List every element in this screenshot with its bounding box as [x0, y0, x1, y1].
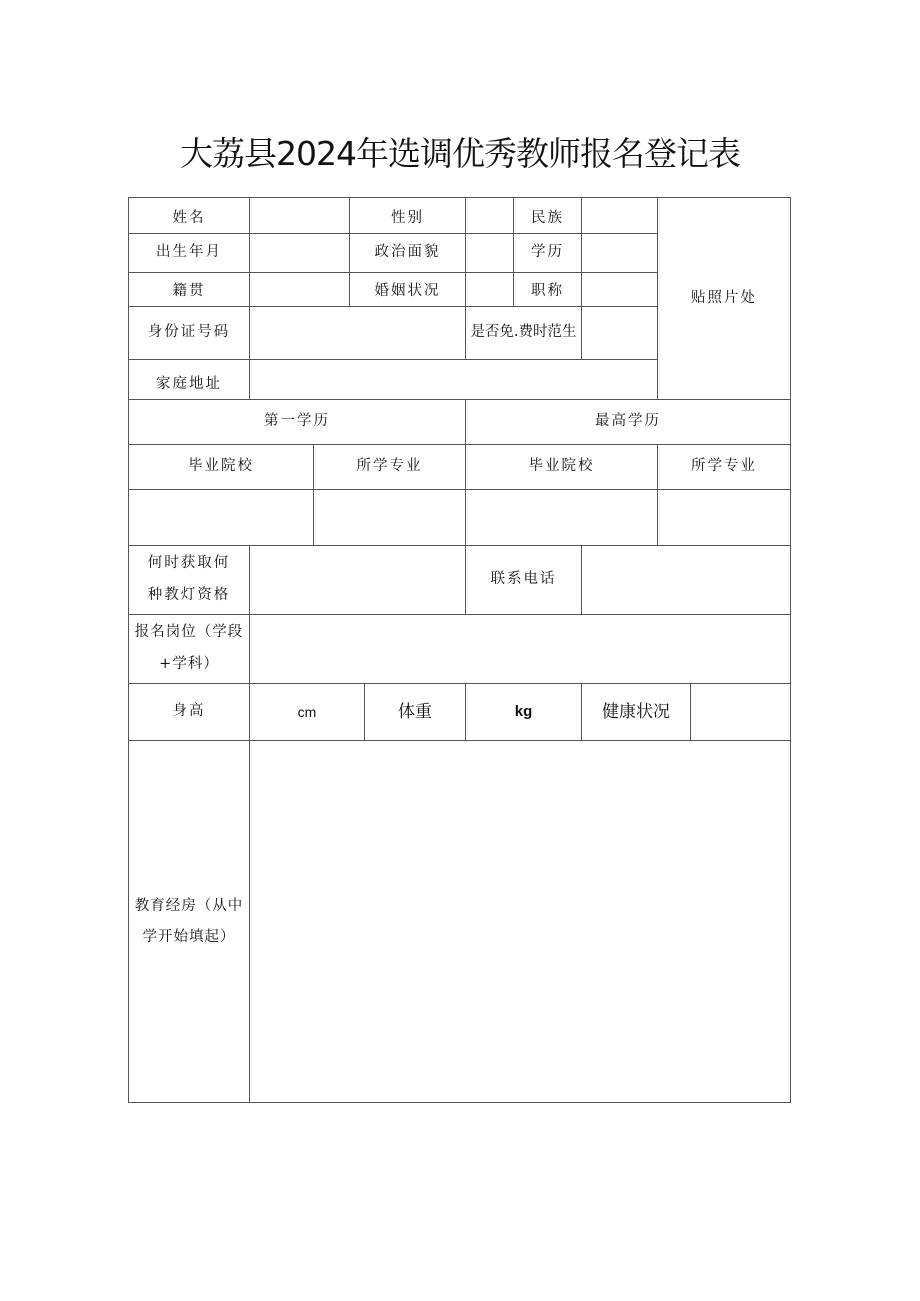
native-label: 籍贯 — [128, 273, 250, 307]
highest-edu-header: 最高学历 — [466, 400, 791, 445]
cert-label: 何时获取何种教灯资格 — [128, 546, 250, 615]
ethnicity-label: 民族 — [514, 197, 582, 234]
first-edu-header: 第一学历 — [128, 400, 466, 445]
name-field[interactable] — [250, 197, 350, 234]
name-label: 姓名 — [128, 197, 250, 234]
title-field[interactable] — [582, 273, 658, 307]
post-field[interactable] — [250, 615, 791, 684]
first-school-label: 毕业院校 — [128, 445, 314, 490]
free-normal-label: 是否免.费时范生 — [466, 307, 582, 360]
ethnicity-field[interactable] — [582, 197, 658, 234]
health-field[interactable] — [691, 684, 791, 741]
highest-school-field[interactable] — [466, 490, 658, 546]
marital-field[interactable] — [466, 273, 514, 307]
phone-field[interactable] — [582, 546, 791, 615]
highest-school-label: 毕业院校 — [466, 445, 658, 490]
highest-major-label: 所学专业 — [658, 445, 791, 490]
free-normal-field[interactable] — [582, 307, 658, 360]
photo-area: 贴照片处 — [658, 197, 791, 400]
height-label: 身高 — [128, 684, 250, 741]
gender-label: 性别 — [350, 197, 466, 234]
resume-label: 教育经房（从中学开始填起） — [128, 741, 250, 1103]
address-field[interactable] — [250, 360, 658, 400]
education-label: 学历 — [514, 234, 582, 273]
resume-field[interactable] — [250, 741, 791, 1103]
cert-field[interactable] — [250, 546, 466, 615]
id-label: 身份证号码 — [128, 307, 250, 360]
education-field[interactable] — [582, 234, 658, 273]
first-school-field[interactable] — [128, 490, 314, 546]
registration-table — [128, 197, 791, 1103]
weight-unit: kg — [466, 684, 582, 741]
phone-label: 联系电话 — [466, 546, 582, 615]
address-label: 家庭地址 — [128, 360, 250, 400]
birth-field[interactable] — [250, 234, 350, 273]
title-label: 职称 — [514, 273, 582, 307]
highest-major-field[interactable] — [658, 490, 791, 546]
post-label: 报名岗位（学段+学科） — [128, 615, 250, 684]
political-field[interactable] — [466, 234, 514, 273]
native-field[interactable] — [250, 273, 350, 307]
weight-label: 体重 — [365, 684, 466, 741]
first-major-field[interactable] — [314, 490, 466, 546]
height-unit: cm — [250, 684, 365, 741]
health-label: 健康状况 — [582, 684, 691, 741]
political-label: 政治面貌 — [350, 234, 466, 273]
first-major-label: 所学专业 — [314, 445, 466, 490]
gender-field[interactable] — [466, 197, 514, 234]
id-field[interactable] — [250, 307, 466, 360]
marital-label: 婚姻状况 — [350, 273, 466, 307]
birth-label: 出生年月 — [128, 234, 250, 273]
page-title: 大荔县2024年选调优秀教师报名登记表 — [180, 134, 740, 173]
